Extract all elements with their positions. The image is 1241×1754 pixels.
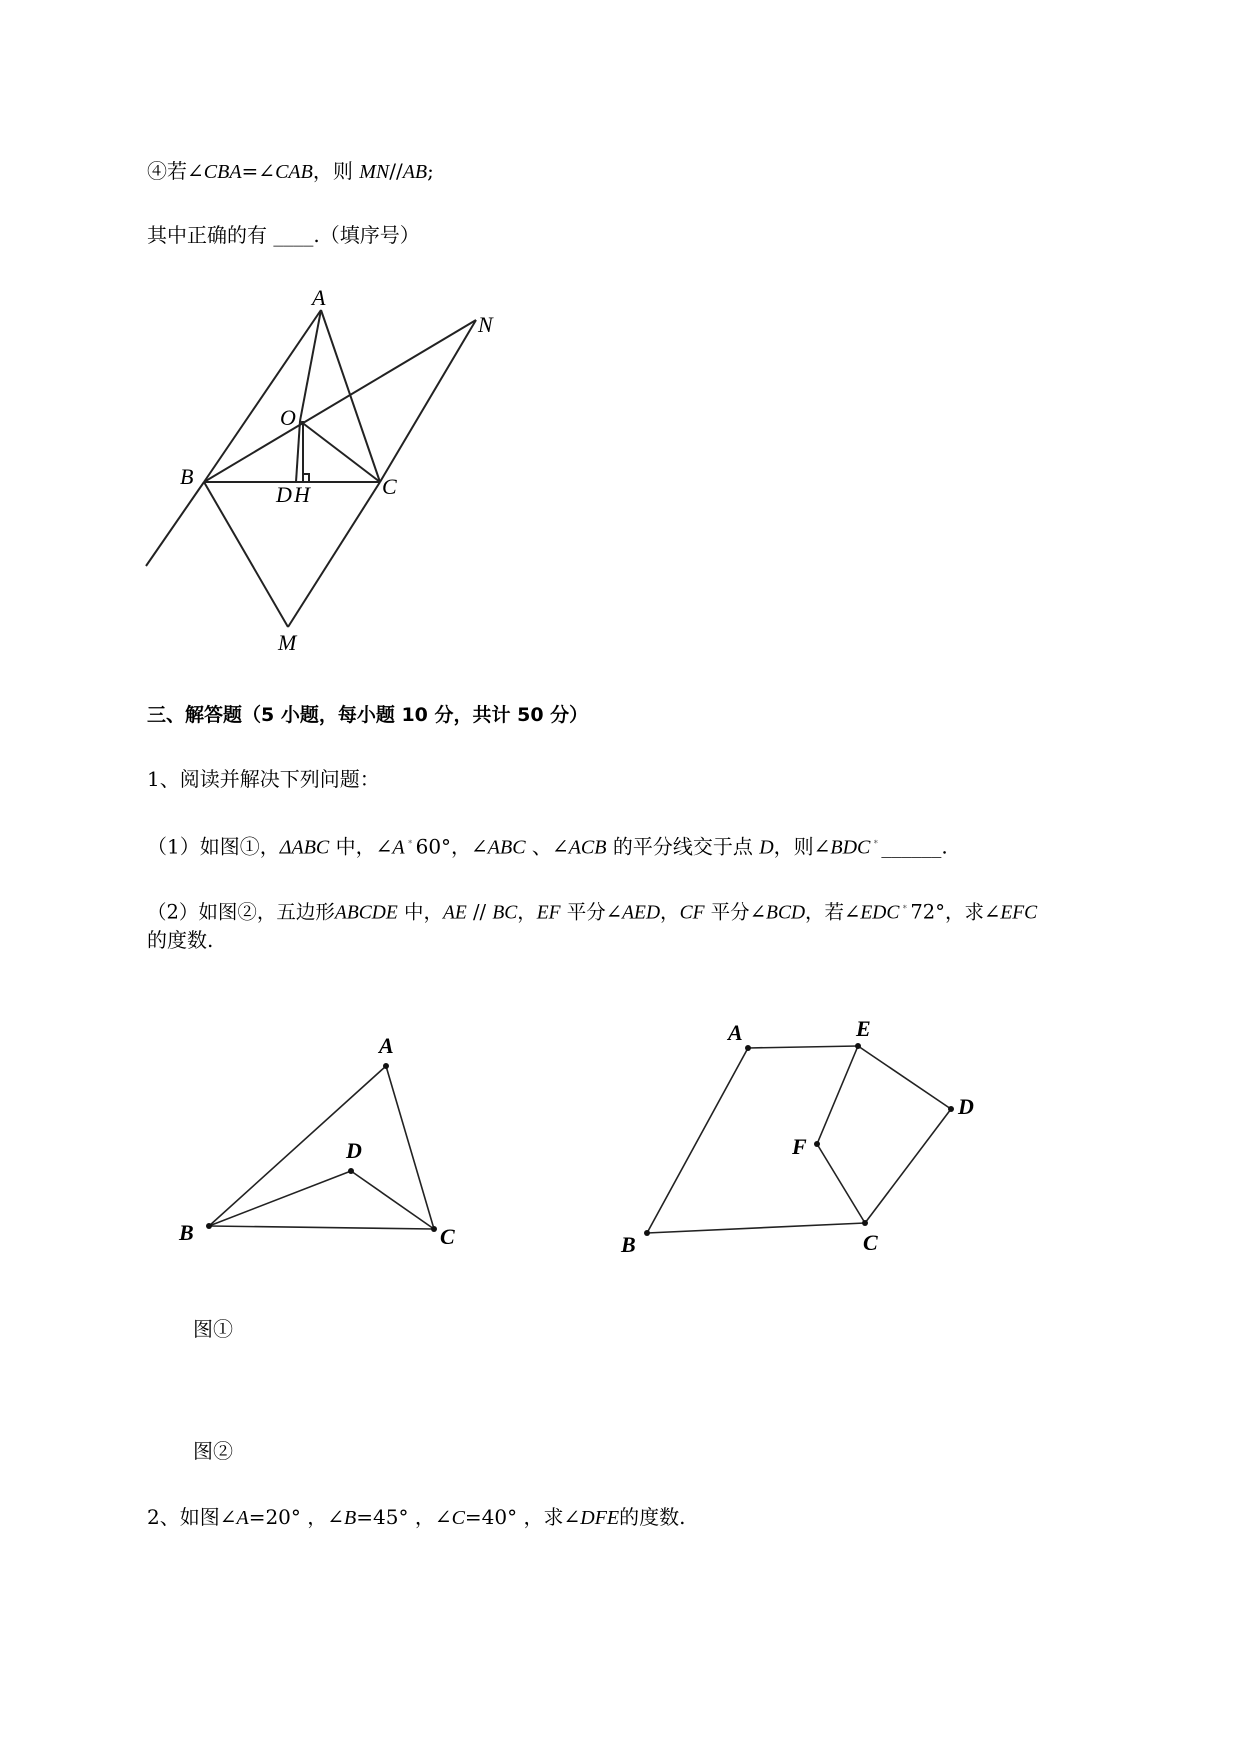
label-H: H <box>294 482 310 507</box>
label-D: D <box>276 482 292 507</box>
statement-4: ④若∠CBA=∠CAB，则 MN//AB; <box>147 159 434 183</box>
fig1-label-B: B <box>179 1220 194 1245</box>
fig2-label-F: F <box>792 1134 807 1159</box>
fig1-label-D: D <box>346 1138 362 1163</box>
answer-blank[interactable]: ____ <box>273 223 314 247</box>
label-B: B <box>180 464 194 489</box>
q1-intro: 1、阅读并解决下列问题： <box>147 767 380 791</box>
q1-part2-line2: 的度数. <box>147 928 214 952</box>
q2: 2、如图∠A=20° ，∠B=45° ，∠C=40° ，求∠DFE的度数. <box>147 1505 686 1529</box>
label-C: C <box>382 474 397 499</box>
q1-part2-line1: （2）如图②，五边形ABCDE 中，AE // BC，EF 平分∠AED，CF 平分∠BCD，若∠EDC﹡72°，求∠EFC <box>147 900 1038 924</box>
figure-rhombus <box>140 280 520 670</box>
fig2-label-E: E <box>856 1016 871 1041</box>
label-N: N <box>478 312 493 337</box>
label-O: O <box>280 405 296 430</box>
caption-fig2: 图② <box>193 1439 233 1463</box>
figure-2-pentagon <box>610 1005 990 1265</box>
fig2-label-A: A <box>728 1020 743 1045</box>
fig1-label-C: C <box>440 1224 455 1249</box>
fig2-label-C: C <box>863 1230 878 1255</box>
q1-part1: （1）如图①，ΔABC 中，∠A﹡60°，∠ABC 、∠ACB 的平分线交于点 D，则∠BDC﹡______. <box>147 834 948 859</box>
figure-1-triangle <box>170 1015 480 1265</box>
fig2-label-B: B <box>621 1232 636 1257</box>
caption-fig1: 图① <box>193 1317 233 1341</box>
label-M: M <box>278 630 297 655</box>
fig1-label-A: A <box>379 1033 394 1058</box>
fill-prompt: 其中正确的有 ____.（填序号） <box>147 223 420 247</box>
section-title: 三、解答题（5 小题，每小题 10 分，共计 50 分） <box>147 704 589 726</box>
label-A: A <box>312 285 326 310</box>
fig2-label-D: D <box>958 1094 974 1119</box>
answer-blank-bdc[interactable]: ______ <box>881 834 942 859</box>
